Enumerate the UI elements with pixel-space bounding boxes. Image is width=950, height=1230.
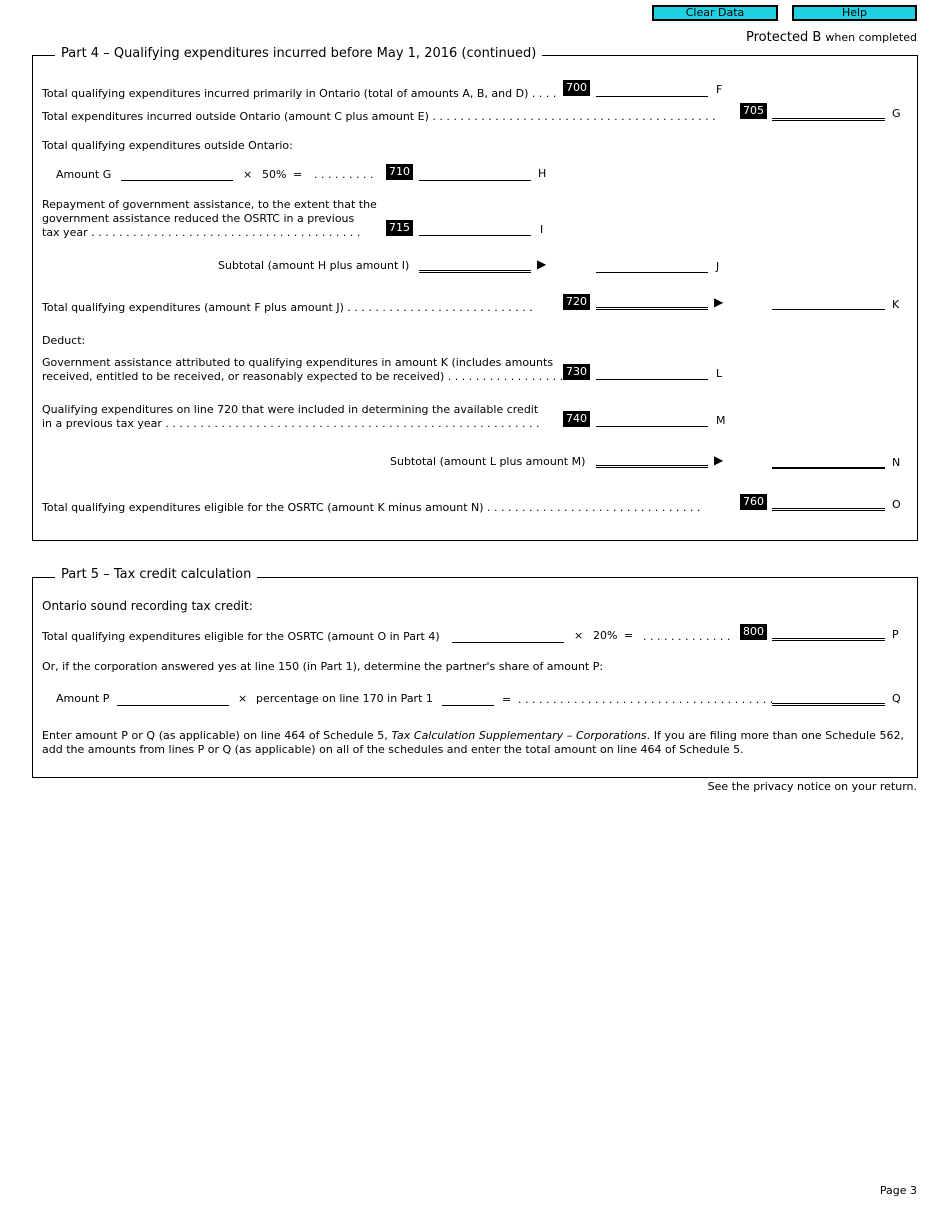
row740-line2: in a previous tax year . . . . . . . . . . . . . . . . . . . . . . . . . . . . . . . . . . . . . . . . . . . . . . . . . . . . . . bbox=[42, 417, 540, 430]
letter-m: M bbox=[716, 414, 726, 427]
equals-sign: = bbox=[293, 168, 303, 181]
letter-o: O bbox=[892, 498, 901, 511]
line-730-code: 730 bbox=[563, 364, 590, 380]
protected-main: Protected B bbox=[746, 30, 822, 45]
repayment-text bbox=[42, 198, 377, 240]
privacy-notice: See the privacy notice on your return. bbox=[707, 780, 917, 793]
line-715-code: 715 bbox=[386, 220, 413, 236]
subtotal-lm-label: Subtotal (amount L plus amount M) bbox=[390, 455, 586, 468]
row705-text: Total expenditures incurred outside Ontario (amount C plus amount E) . . . . . . . . . . . . . . . . . . . . . . . . . . . . . . . . . . . . . . . . . bbox=[42, 110, 716, 123]
letter-q: Q bbox=[892, 692, 901, 705]
amount-n-field[interactable] bbox=[772, 467, 885, 469]
dots-800: . . . . . . . . . . . . . bbox=[643, 630, 731, 643]
line-715-field[interactable] bbox=[419, 235, 531, 236]
repay-line3: tax year . . . . . . . . . . . . . . . . . . . . . . . . . . . . . . . . . . . . . . . bbox=[42, 226, 361, 239]
line-800-field[interactable] bbox=[772, 638, 885, 641]
subtotal-lm-field[interactable] bbox=[596, 465, 708, 468]
amount-p-field[interactable] bbox=[117, 705, 229, 706]
letter-i: I bbox=[540, 223, 544, 236]
dots-710: . . . . . . . . . bbox=[314, 168, 374, 181]
letter-f: F bbox=[716, 83, 723, 96]
amount-g-field[interactable] bbox=[121, 180, 233, 181]
amount-q-field[interactable] bbox=[772, 703, 885, 706]
row730-line1: Government assistance attributed to qualifying expenditures in amount K (includes amounts bbox=[42, 356, 554, 369]
arrow-right-icon: ▶ bbox=[537, 257, 547, 271]
row720-text: Total qualifying expenditures (amount F plus amount J) . . . . . . . . . . . . . . . . . . . . . . . . . . . bbox=[42, 301, 533, 314]
partner-text: Or, if the corporation answered yes at line 150 (in Part 1), determine the partner's share of amount P: bbox=[42, 660, 604, 673]
arrow-right-icon: ▶ bbox=[714, 295, 724, 309]
rate-50: 50% bbox=[262, 168, 287, 181]
line-710-code: 710 bbox=[386, 164, 413, 180]
row740-text bbox=[42, 403, 540, 431]
line-740-field[interactable] bbox=[596, 426, 708, 427]
times-sign: × bbox=[574, 629, 584, 642]
line-705-field[interactable] bbox=[772, 118, 885, 121]
note-part2: . If you are filing more than one Schedule 562, add the amounts from lines P or Q (as applicable) on all of the schedules and enter the total amount on line 464 of Schedule 5. bbox=[42, 729, 904, 756]
line-710-field[interactable] bbox=[419, 180, 531, 181]
percentage-label: percentage on line 170 in Part 1 bbox=[256, 692, 433, 705]
repay-line2: government assistance reduced the OSRTC in a previous bbox=[42, 212, 355, 225]
part4-title: Part 4 – Qualifying expenditures incurred before May 1, 2016 (continued) bbox=[55, 46, 542, 61]
line-700-code: 700 bbox=[563, 80, 590, 96]
row760-text: Total qualifying expenditures eligible for the OSRTC (amount K minus amount N) . . . . . . . . . . . . . . . . . . . . . . . . . . . . . . . bbox=[42, 501, 701, 514]
deduct-label: Deduct: bbox=[42, 334, 86, 347]
amount-k-field[interactable] bbox=[772, 309, 885, 310]
line-720-code: 720 bbox=[563, 294, 590, 310]
arrow-right-icon: ▶ bbox=[714, 453, 724, 467]
outside-ontario-heading: Total qualifying expenditures outside Ontario: bbox=[42, 139, 293, 152]
letter-k: K bbox=[892, 298, 900, 311]
note-italic: Tax Calculation Supplementary – Corporations bbox=[391, 729, 647, 742]
letter-n: N bbox=[892, 456, 901, 469]
row740-line1: Qualifying expenditures on line 720 that were included in determining the available credit bbox=[42, 403, 539, 416]
line-730-field[interactable] bbox=[596, 379, 708, 380]
amount-p-label: Amount P bbox=[56, 692, 110, 705]
line-720-field[interactable] bbox=[596, 307, 708, 310]
subtotal-hi-field[interactable] bbox=[419, 270, 531, 273]
line-760-field[interactable] bbox=[772, 508, 885, 511]
amount-g-label: Amount G bbox=[56, 168, 112, 181]
line-705-code: 705 bbox=[740, 103, 767, 119]
letter-g: G bbox=[892, 107, 901, 120]
row800-text: Total qualifying expenditures eligible for the OSRTC (amount O in Part 4) bbox=[42, 630, 440, 643]
line-800-code: 800 bbox=[740, 624, 767, 640]
line-740-code: 740 bbox=[563, 411, 590, 427]
row700-text: Total qualifying expenditures incurred primarily in Ontario (total of amounts A, B, and D) . . . . bbox=[42, 87, 557, 100]
note-part1: Enter amount P or Q (as applicable) on line 464 of Schedule 5, bbox=[42, 729, 392, 742]
page-number: Page 3 bbox=[879, 1184, 917, 1197]
row730-line2: received, entitled to be received, or reasonably expected to be received) . . . . . . . . . . . . . . . . . bbox=[42, 370, 564, 383]
rate-20: 20% bbox=[593, 629, 618, 642]
letter-j: J bbox=[716, 260, 720, 273]
letter-l: L bbox=[716, 367, 723, 380]
row730-text bbox=[42, 356, 563, 384]
part5-title: Part 5 – Tax credit calculation bbox=[55, 567, 257, 582]
equals-sign: = bbox=[502, 693, 512, 706]
amount-j-field[interactable] bbox=[596, 272, 708, 273]
repay-line1: Repayment of government assistance, to the extent that the bbox=[42, 198, 377, 211]
letter-p: P bbox=[892, 628, 899, 641]
protected-label bbox=[746, 30, 917, 45]
times-sign: × bbox=[238, 692, 248, 705]
dots-q: . . . . . . . . . . . . . . . . . . . . . . . . . . . . . . . . . . . . . bbox=[518, 693, 774, 706]
help-button[interactable]: Help bbox=[792, 5, 917, 21]
times-sign: × bbox=[243, 168, 253, 181]
line-700-field[interactable] bbox=[596, 96, 708, 97]
amount-o-field[interactable] bbox=[452, 642, 564, 643]
clear-data-button[interactable]: Clear Data bbox=[652, 5, 778, 21]
equals-sign: = bbox=[624, 629, 634, 642]
percentage-field[interactable] bbox=[442, 705, 494, 706]
subtotal-hi-label: Subtotal (amount H plus amount I) bbox=[218, 259, 410, 272]
protected-suffix: when completed bbox=[825, 31, 917, 44]
note-paragraph bbox=[42, 729, 904, 757]
letter-h: H bbox=[538, 167, 547, 180]
line-760-code: 760 bbox=[740, 494, 767, 510]
part5-heading: Ontario sound recording tax credit: bbox=[42, 599, 253, 613]
